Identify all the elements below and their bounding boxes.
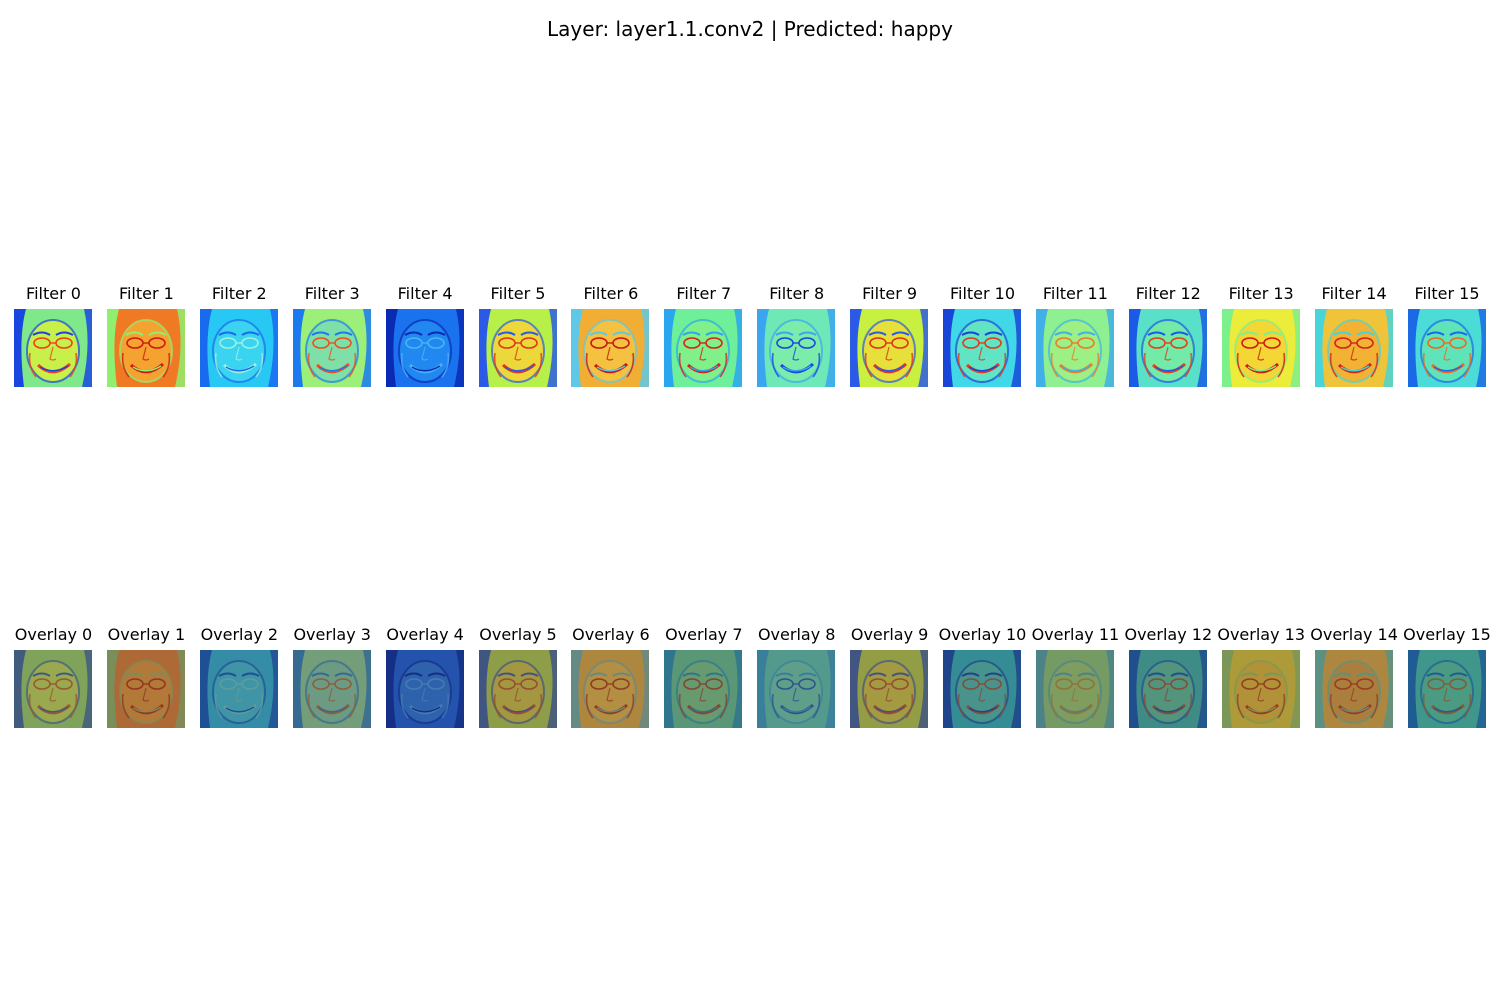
overlay-label: Overlay 4	[386, 625, 464, 644]
filter-activation-map	[664, 309, 742, 387]
overlay-tint	[1129, 650, 1207, 728]
overlay-activation-map	[1036, 650, 1114, 728]
overlay-label: Overlay 9	[850, 625, 929, 644]
overlay-activation-map	[14, 650, 92, 728]
filter-image	[293, 309, 371, 387]
overlay-tint	[479, 650, 557, 728]
overlay-activation-map	[479, 650, 557, 728]
filter-image	[571, 309, 649, 387]
filter-label: Filter 15	[1414, 284, 1480, 303]
filter-activation-map	[14, 309, 92, 387]
overlay-label: Overlay 12	[1124, 625, 1213, 644]
overlay-label: Overlay 15	[1403, 625, 1491, 644]
filter-image	[200, 309, 278, 387]
filter-label: Filter 12	[1135, 284, 1201, 303]
overlay-image	[386, 650, 464, 728]
overlay-label: Overlay 1	[107, 625, 186, 644]
filter-activation-map	[293, 309, 371, 387]
filter-label: Filter 9	[862, 284, 918, 303]
overlay-tint	[664, 650, 742, 728]
filter-activation-map	[1036, 309, 1114, 387]
overlay-activation-map	[1408, 650, 1486, 728]
overlay-image	[1129, 650, 1207, 728]
overlay-label: Overlay 13	[1217, 625, 1306, 644]
filter-image	[1315, 309, 1393, 387]
filter-label: Filter 8	[769, 284, 825, 303]
overlay-activation-map	[1315, 650, 1393, 728]
overlay-tint	[14, 650, 92, 728]
overlay-activation-map	[571, 650, 649, 728]
filter-activation-map	[850, 309, 928, 387]
overlay-image	[14, 650, 92, 728]
overlay-image	[479, 650, 557, 728]
filter-activation-map	[1129, 309, 1207, 387]
overlay-image	[1315, 650, 1393, 728]
filter-image	[1129, 309, 1207, 387]
overlay-row	[0, 623, 1500, 733]
filter-activation-map	[1315, 309, 1393, 387]
overlay-tint	[850, 650, 928, 728]
overlay-activation-map	[107, 650, 185, 728]
filter-label: Filter 6	[583, 284, 639, 303]
overlay-label: Overlay 5	[479, 625, 557, 644]
filter-label: Filter 1	[118, 284, 174, 303]
filter-activation-map	[943, 309, 1021, 387]
figure-title: Layer: layer1.1.conv2 | Predicted: happy	[547, 17, 953, 41]
overlay-tint	[757, 650, 835, 728]
filter-image	[14, 309, 92, 387]
overlay-activation-map	[1129, 650, 1207, 728]
overlay-activation-map	[386, 650, 464, 728]
overlay-image	[293, 650, 371, 728]
overlay-activation-map	[943, 650, 1021, 728]
filter-image	[1408, 309, 1486, 387]
filter-image	[664, 309, 742, 387]
overlay-label: Overlay 7	[665, 625, 743, 644]
overlay-image	[1408, 650, 1486, 728]
overlay-tint	[293, 650, 371, 728]
overlay-activation-map	[850, 650, 928, 728]
overlay-image	[943, 650, 1021, 728]
filter-image	[1036, 309, 1114, 387]
overlay-label: Overlay 2	[200, 625, 279, 644]
overlay-activation-map	[664, 650, 742, 728]
filter-label: Filter 2	[211, 284, 267, 303]
overlay-tint	[1036, 650, 1114, 728]
overlay-image	[850, 650, 928, 728]
filter-image	[479, 309, 557, 387]
filter-image	[386, 309, 464, 387]
filter-activation-map	[1408, 309, 1486, 387]
filter-label: Filter 10	[949, 284, 1016, 303]
overlay-activation-map	[1222, 650, 1300, 728]
overlay-label: Overlay 6	[572, 625, 650, 644]
filter-label: Filter 4	[397, 284, 453, 303]
filter-activation-map	[479, 309, 557, 387]
filter-image	[850, 309, 928, 387]
overlay-tint	[386, 650, 464, 728]
filter-label: Filter 14	[1321, 284, 1387, 303]
overlay-image	[200, 650, 278, 728]
overlay-tint	[1315, 650, 1393, 728]
overlay-image	[664, 650, 742, 728]
overlay-tint	[943, 650, 1021, 728]
overlay-tint	[200, 650, 278, 728]
filter-row	[0, 282, 1500, 392]
overlay-activation-map	[757, 650, 835, 728]
overlay-tint	[571, 650, 649, 728]
overlay-label: Overlay 11	[1031, 625, 1120, 644]
filter-label: Filter 5	[490, 284, 546, 303]
overlay-image	[107, 650, 185, 728]
overlay-label: Overlay 0	[14, 625, 93, 644]
overlay-image	[571, 650, 649, 728]
filter-label: Filter 3	[304, 284, 360, 303]
overlay-activation-map	[293, 650, 371, 728]
filter-image	[943, 309, 1021, 387]
overlay-tint	[1222, 650, 1300, 728]
filter-image	[757, 309, 835, 387]
overlay-label: Overlay 3	[293, 625, 371, 644]
filter-activation-map	[571, 309, 649, 387]
filter-activation-map	[1222, 309, 1300, 387]
filter-activation-map	[200, 309, 278, 387]
overlay-image	[1222, 650, 1300, 728]
filter-label: Filter 13	[1228, 284, 1294, 303]
filter-image	[107, 309, 185, 387]
filter-label: Filter 7	[676, 284, 732, 303]
overlay-tint	[1408, 650, 1486, 728]
filter-activation-map	[107, 309, 185, 387]
overlay-label: Overlay 8	[757, 625, 836, 644]
filter-activation-map	[757, 309, 835, 387]
overlay-image	[1036, 650, 1114, 728]
overlay-label: Overlay 10	[938, 625, 1027, 644]
filter-label: Filter 0	[26, 284, 81, 303]
overlay-panel	[1401, 623, 1494, 733]
overlay-tint	[107, 650, 185, 728]
filter-label: Filter 11	[1042, 284, 1108, 303]
overlay-image	[757, 650, 835, 728]
filter-image	[1222, 309, 1300, 387]
overlay-label: Overlay 14	[1310, 625, 1398, 644]
overlay-activation-map	[200, 650, 278, 728]
filter-activation-map	[386, 309, 464, 387]
filter-panel	[1401, 282, 1494, 392]
